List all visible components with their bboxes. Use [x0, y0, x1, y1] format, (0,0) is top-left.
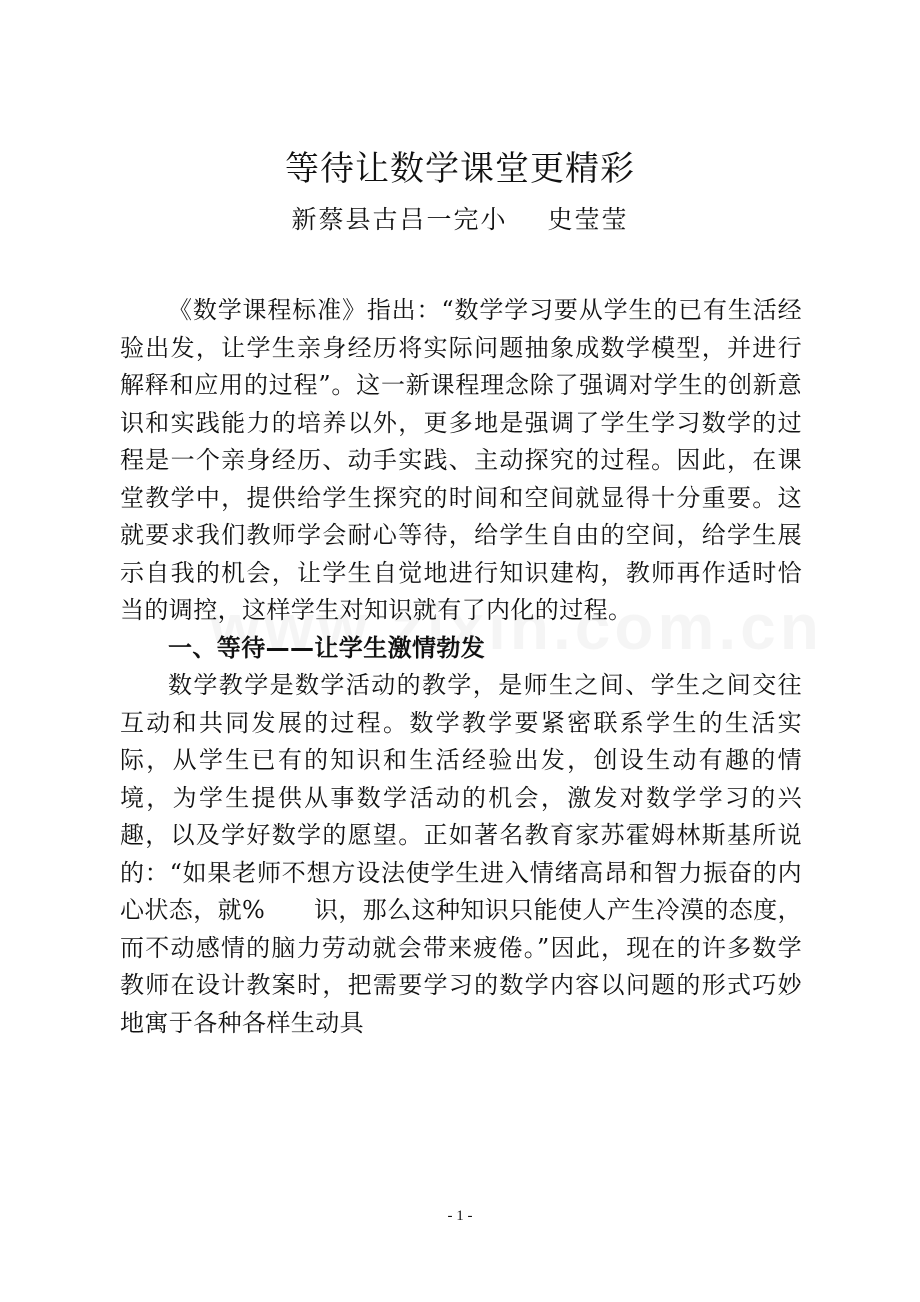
author-name: 史莹莹 — [547, 205, 629, 234]
paragraph-section-1: 数学教学是数学活动的教学，是师生之间、学生之间交往互动和共同发展的过程。数学教学要紧密联系学生的生活实际，从学生已有的知识和生活经验出发，创设生动有趣的情境，为学生提供从事数学活动的机会，激发对数学学习的兴趣，以及学好数学的愿望。正如著名教育家苏霍姆林斯基所说的：“如果老师不想方设法使学生进入情绪高昂和智力振奋的内心状态，就% 识，那么这种知识只能使人产生冷漠的态度，而不动感情的脑力劳动就会带来疲倦。”因此，现在的许多数学教师在设计教案时，把需要学习的数学内容以问题的形式巧妙地寓于各种各样生动具 — [120, 671, 803, 1037]
document-body — [120, 292, 802, 1042]
paragraph-intro: 《数学课程标准》指出：“数学学习要从学生的已有生活经验出发，让学生亲身经历将实际问题抽象成数学模型，并进行解释和应用的过程”。这一新课程理念除了强调对学生的创新意识和实践能力的培养以外，更多地是强调了学生学习数学的过程是一个亲身经历、动手实践、主动探究的过程。因此，在课堂教学中，提供给学生探究的时间和空间就显得十分重要。这就要求我们教师学会耐心等待，给学生自由的空间，给学生展示自我的机会，让学生自觉地进行知识建构，教师再作适时恰当的调控，这样学生对知识就有了内化的过程。 — [120, 296, 802, 624]
section-heading: 一、等待——让学生激情勃发 — [168, 633, 486, 662]
document-title: 等待让数学课堂更精彩 — [285, 149, 635, 189]
page-number: - 1 - — [447, 1208, 473, 1224]
author-line — [0, 200, 920, 240]
author-school: 新蔡县古吕一完小 — [291, 205, 508, 234]
